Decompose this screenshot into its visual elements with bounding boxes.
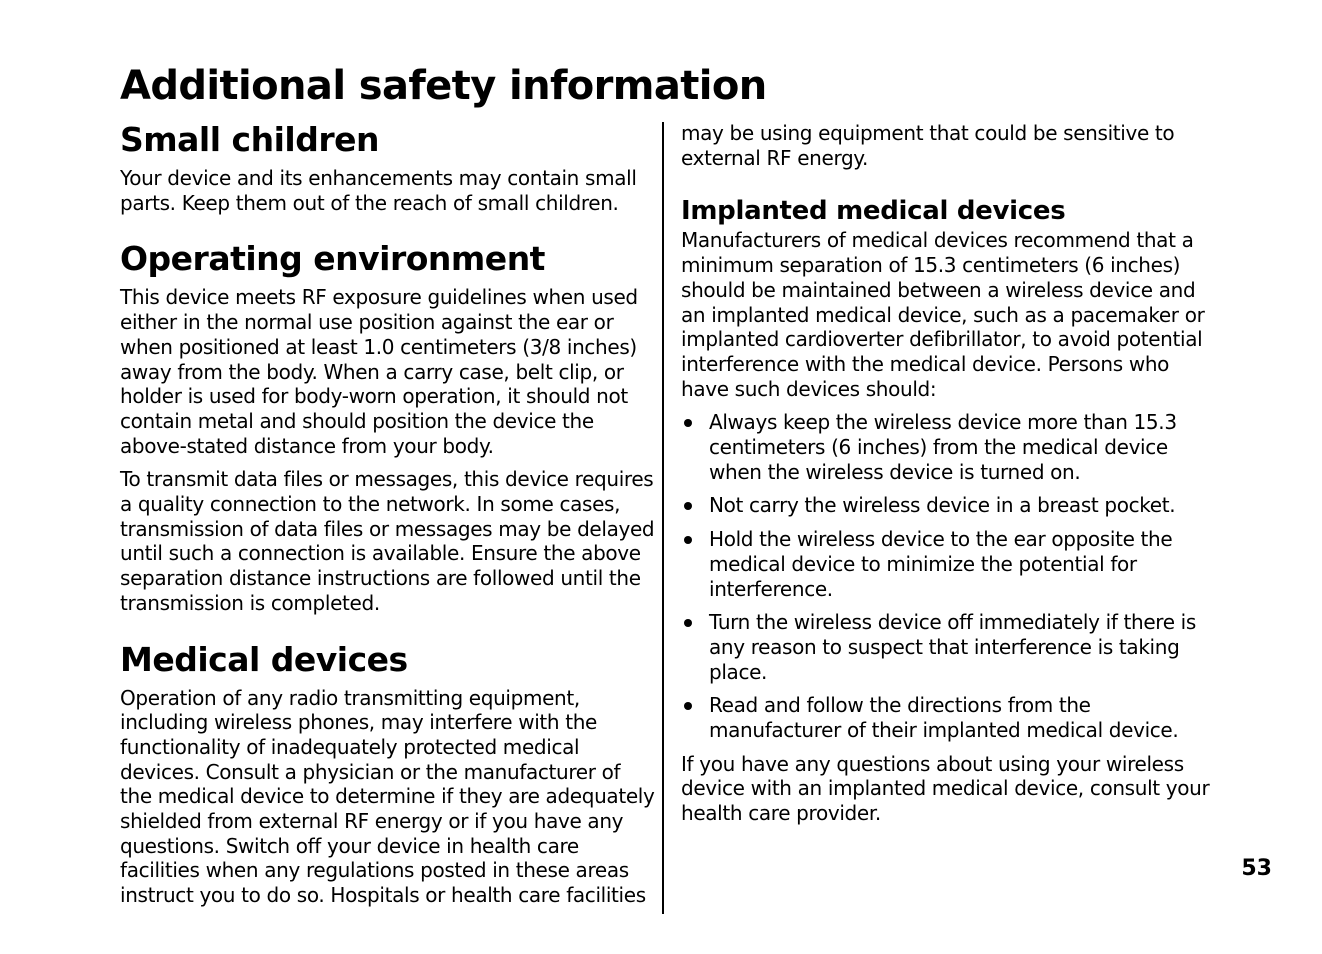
implanted-medical-devices-heading: Implanted medical devices — [681, 196, 1066, 227]
section-medical-devices — [120, 640, 655, 908]
operating-environment-paragraph-1: This device meets RF exposure guidelines when used either in the normal use position against the ear or when positioned at least 1.0 centimeters (3/8 inches) away from the body. When a carry case, belt clip, or holder is used for body-worn operation, it should not contain metal and should position the device the above-stated distance from your body. — [120, 285, 638, 458]
medical-devices-continuation: may be using equipment that could be sensitive to external RF energy. — [681, 121, 1175, 170]
medical-devices-heading: Medical devices — [120, 639, 408, 679]
small-children-text: Your device and its enhancements may contain small parts. Keep them out of the reach of small children. — [120, 166, 637, 215]
list-item-text: Read and follow the directions from the manufacturer of their implanted medical device. — [709, 693, 1179, 743]
list-item-text: Turn the wireless device off immediately if there is any reason to suspect that interference is taking place. — [709, 610, 1196, 684]
column-divider — [662, 122, 664, 914]
small-children-heading: Small children — [120, 120, 379, 159]
implanted-intro-text: Manufacturers of medical devices recommend that a minimum separation of 15.3 centimeters (6 inches) should be maintained between a wireless device and an implanted medical device, such as a pacemaker or implanted cardioverter defibrillator, to avoid potential interference with the medical device. Persons who have such devices should: — [681, 228, 1205, 401]
bullet-icon — [684, 419, 692, 427]
right-column — [681, 121, 1216, 826]
list-item — [681, 693, 1216, 742]
operating-environment-paragraph-2: To transmit data files or messages, this device requires a quality connection to the network. In some cases, transmission of data files or messages may be delayed until such a connection is available. Ensure the above separation distance instructions are followed until the transmission is completed. — [120, 467, 655, 615]
section-implanted-medical-devices — [681, 194, 1216, 825]
list-item-text: Hold the wireless device to the ear opposite the medical device to minimize the potential for interference. — [709, 527, 1173, 601]
bullet-icon — [684, 536, 692, 544]
list-item — [681, 527, 1216, 601]
list-item-text: Not carry the wireless device in a breast pocket. — [709, 493, 1176, 518]
list-item — [681, 610, 1216, 684]
left-column — [120, 120, 655, 908]
implanted-closing-text: If you have any questions about using your wireless device with an implanted medical device, consult your health care provider. — [681, 751, 1210, 826]
bullet-icon — [684, 702, 692, 710]
implanted-guidelines-list — [681, 410, 1216, 742]
operating-environment-heading: Operating environment — [120, 239, 545, 279]
list-item-text: Always keep the wireless device more than 15.3 centimeters (6 inches) from the medical device when the wireless device is turned on. — [709, 410, 1177, 484]
section-small-children — [120, 120, 655, 215]
page-title: Additional safety information — [120, 63, 767, 109]
list-item — [681, 493, 1216, 518]
bullet-icon — [684, 619, 692, 627]
medical-devices-text: Operation of any radio transmitting equipment, including wireless phones, may interfere with the functionality of inadequately protected medical devices. Consult a physician or the manufacturer of the medical device to determine if they are adequately shielded from external RF energy or if you have any questions. Switch off your device in health care facilities when any regulations posted in these areas instruct you to do so. Hospitals or health care facilities — [120, 685, 655, 908]
list-item — [681, 410, 1216, 484]
bullet-icon — [684, 502, 692, 510]
section-operating-environment — [120, 239, 655, 615]
page-number: 53 — [1241, 856, 1272, 881]
